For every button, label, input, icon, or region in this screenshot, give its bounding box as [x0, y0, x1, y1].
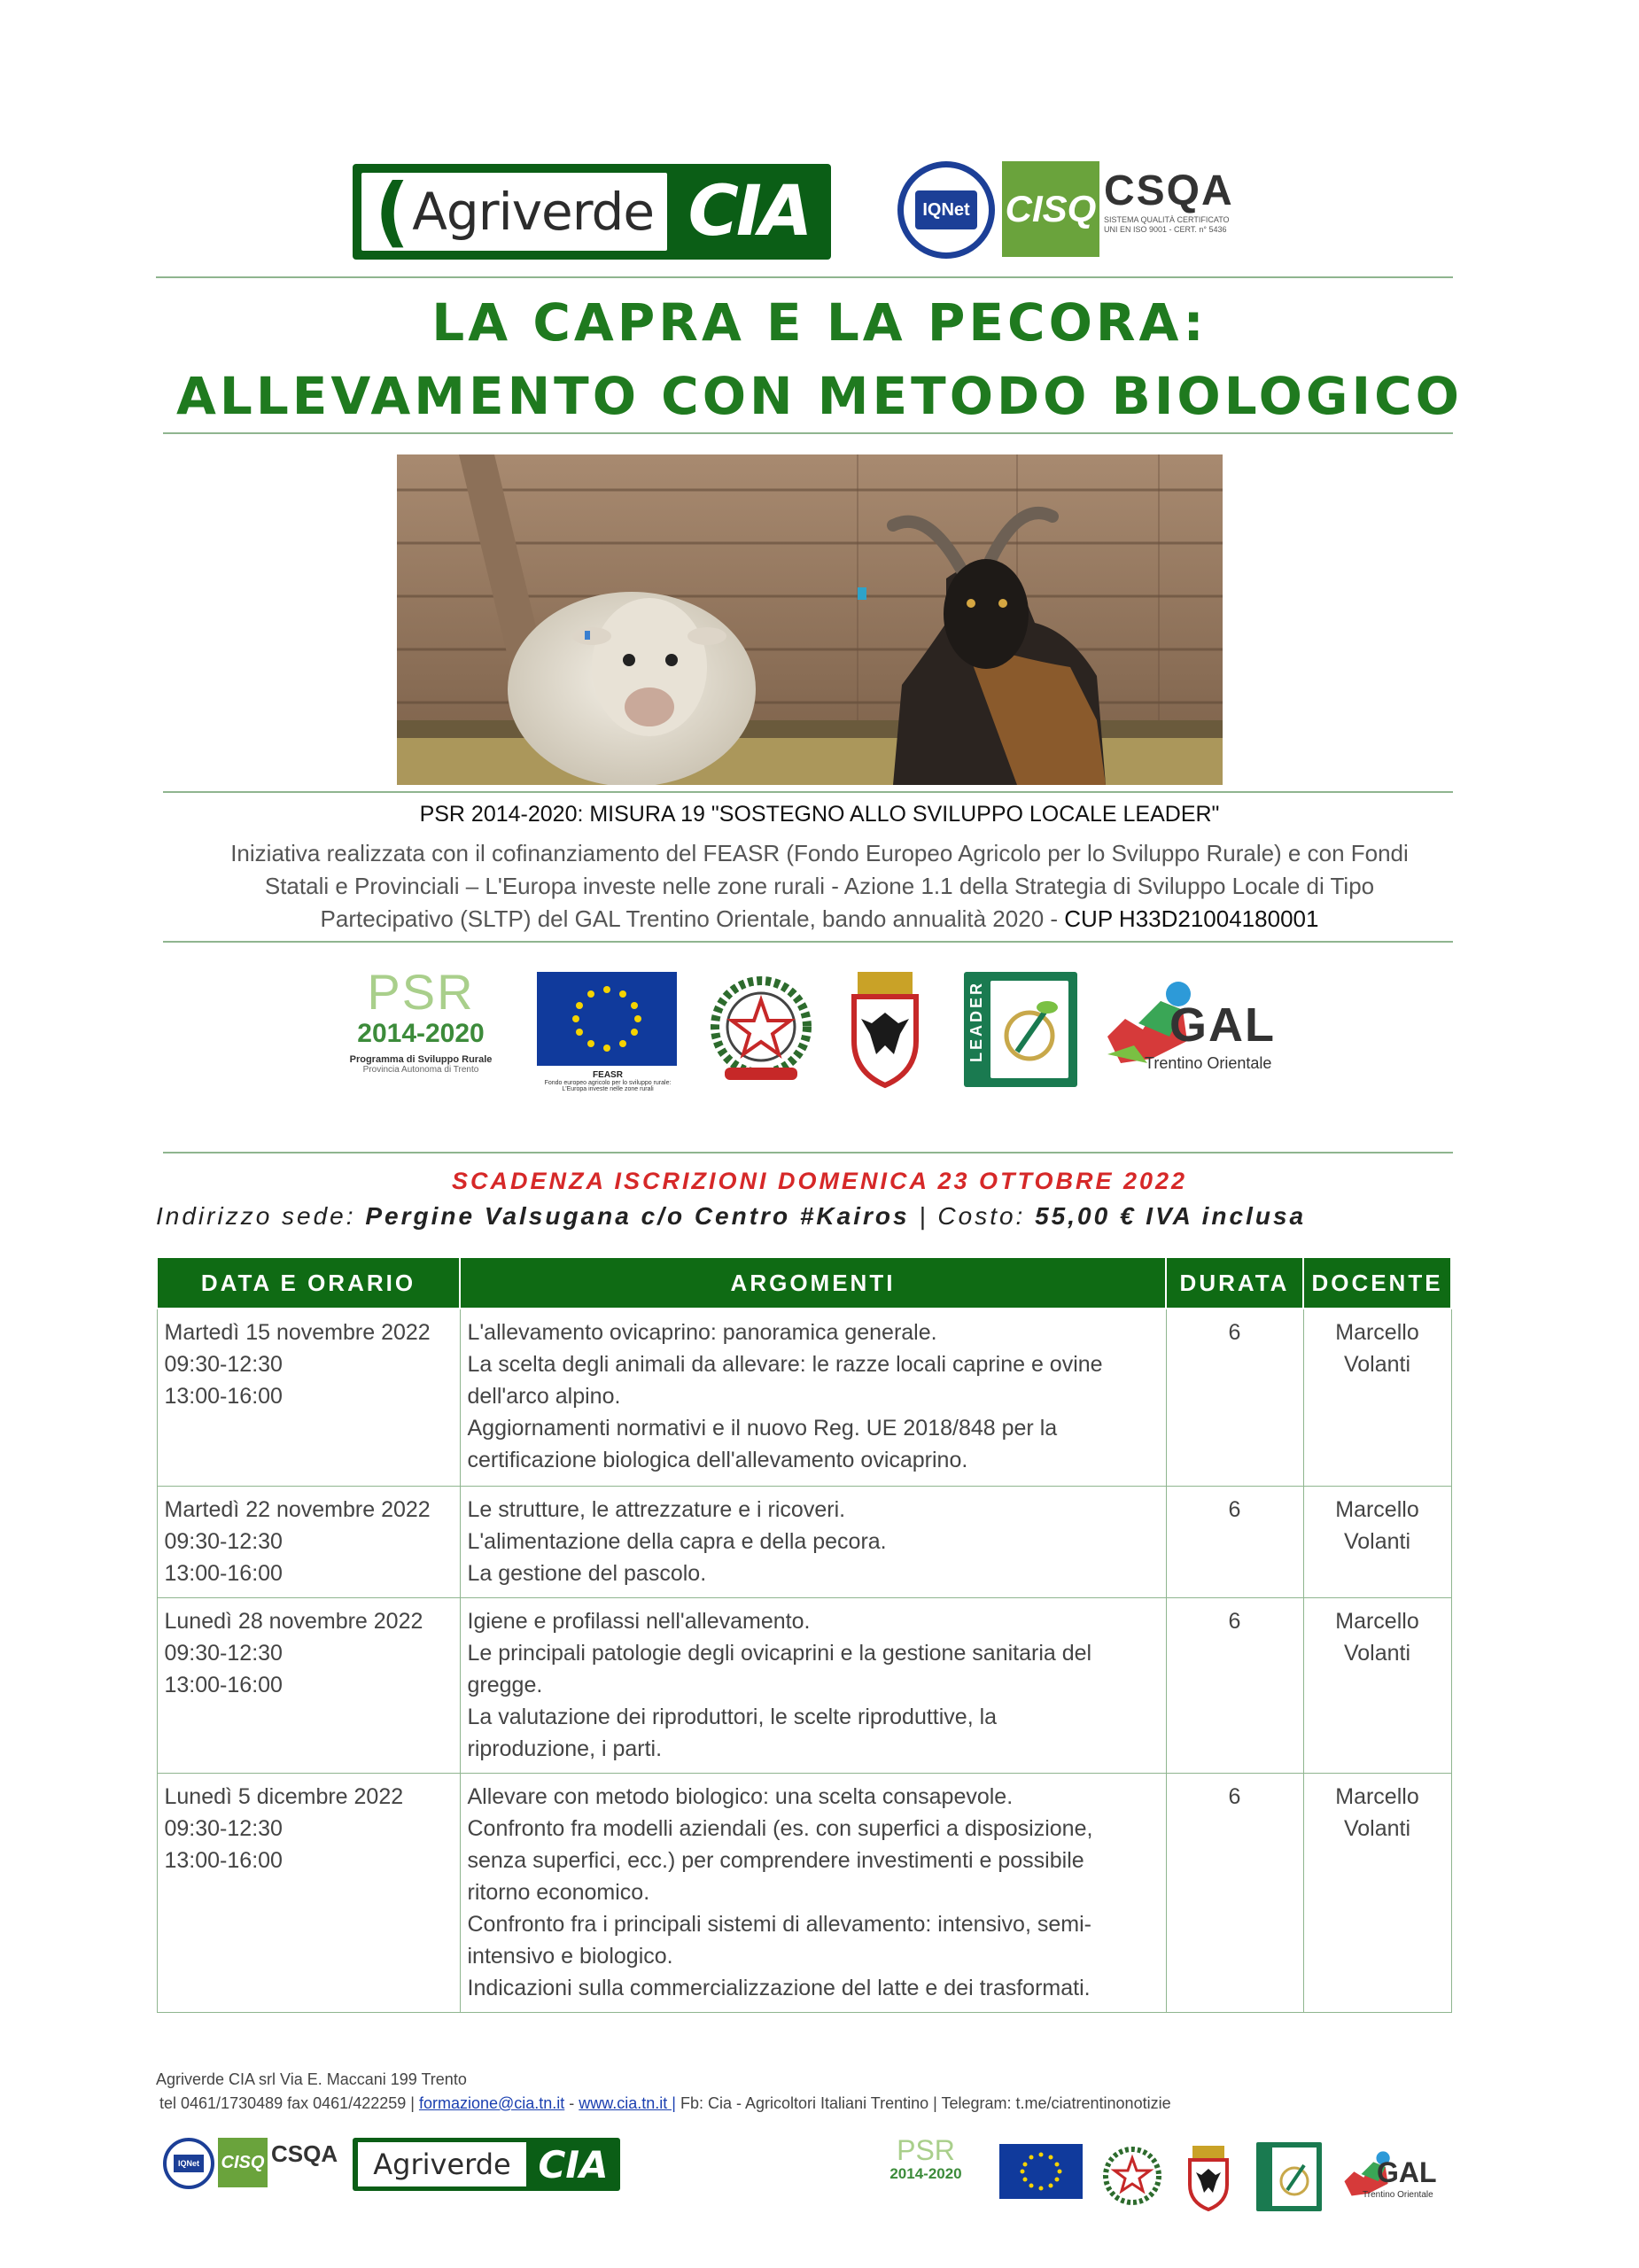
- footer-agriverde-cia-logo: Agriverde CIA: [353, 2138, 620, 2191]
- funding-rule: [163, 941, 1453, 943]
- header-date: DATA E ORARIO: [157, 1257, 460, 1309]
- footer-eu-logo: [999, 2144, 1083, 2203]
- footer-gal-logo: GAL Trentino Orientale: [1340, 2144, 1455, 2215]
- schedule-table: [156, 1256, 1452, 2013]
- sheep-and-goat-photo: [397, 454, 1223, 785]
- trentino-province-emblem: [845, 970, 925, 1094]
- venue-address: Pergine Valsugana c/o Centro #Kairos: [365, 1202, 910, 1230]
- footer-psr-logo: PSR 2014-2020: [889, 2134, 962, 2182]
- csqa-logo: CSQA SISTEMA QUALITÀ CERTIFICATO UNI EN ISO 9001 - CERT. n° 5436: [1104, 167, 1246, 255]
- title-line-2: ALLEVAMENTO CON METODO BIOLOGICO: [175, 366, 1463, 426]
- footer-contacts: tel 0461/1730489 fax 0461/422259 | formazione@cia.tn.it - www.cia.tn.it | Fb: Cia - Agricoltori Italiani Trentino | Telegram: t.me/ciatrentinonotizie: [159, 2094, 1171, 2112]
- cell-date: Martedì 22 novembre 2022 09:30-12:30 13:00-16:00: [157, 1486, 460, 1597]
- gal-trentino-orientale-logo: GAL Trentino Orientale: [1099, 975, 1293, 1094]
- table-row: [157, 1597, 1451, 1773]
- agriverde-text: Agriverde: [412, 182, 655, 242]
- cell-date: Lunedì 28 novembre 2022 09:30-12:30 13:00-16:00: [157, 1597, 460, 1773]
- logos-rule: [163, 1152, 1453, 1153]
- table-row: [157, 1309, 1451, 1486]
- cell-topics: Le strutture, le attrezzature e i ricoveri. L'alimentazione della capra e della pecora. La gestione del pascolo.: [460, 1486, 1166, 1597]
- cell-teacher: Marcello Volanti: [1303, 1773, 1451, 2012]
- cell-duration: 6: [1166, 1597, 1303, 1773]
- psr-measure-line: PSR 2014-2020: MISURA 19 "SOSTEGNO ALLO SVILUPPO LOCALE LEADER": [419, 802, 1220, 827]
- footer-trentino-emblem: [1185, 2144, 1231, 2216]
- footer-website-link[interactable]: www.cia.tn.it |: [579, 2094, 676, 2112]
- cisq-logo: CISQ: [1002, 161, 1099, 257]
- footer-iqnet-logo: IQNet: [163, 2138, 214, 2189]
- cup-code: CUP H33D21004180001: [1064, 905, 1319, 932]
- course-cost: 55,00 € IVA inclusa: [1035, 1202, 1307, 1230]
- footer-csqa-logo: CSQA: [271, 2140, 338, 2167]
- table-row: [157, 1486, 1451, 1597]
- leader-logo: LEADER: [964, 972, 1077, 1087]
- registration-deadline: SCADENZA ISCRIZIONI DOMENICA 23 OTTOBRE 2022: [451, 1168, 1188, 1194]
- cell-duration: 6: [1166, 1773, 1303, 2012]
- cell-teacher: Marcello Volanti: [1303, 1309, 1451, 1486]
- footer-email-link[interactable]: formazione@cia.tn.it: [418, 2094, 565, 2112]
- header-duration: DURATA: [1166, 1257, 1303, 1309]
- footer-leader-logo: [1256, 2142, 1322, 2211]
- header-rule: [156, 276, 1453, 278]
- iqnet-certified-logo: IQNet: [897, 161, 995, 259]
- cell-topics: Igiene e profilassi nell'allevamento. Le principali patologie degli ovicaprini e la gestione sanitaria del gregge. La valutazione dei riproduttori, le scelte riproduttive, la riproduzione, i parti.: [460, 1597, 1166, 1773]
- cia-text: CIA: [687, 172, 811, 252]
- cell-duration: 6: [1166, 1486, 1303, 1597]
- table-header-row: [157, 1257, 1451, 1309]
- title-line-1: LA CAPRA E LA PECORA:: [431, 292, 1208, 353]
- cell-teacher: Marcello Volanti: [1303, 1486, 1451, 1597]
- cell-date: Lunedì 5 dicembre 2022 09:30-12:30 13:00-16:00: [157, 1773, 460, 2012]
- cell-topics: L'allevamento ovicaprino: panoramica generale. La scelta degli animali da allevare: le razze locali caprine e ovine dell'arco alpino. Aggiornamenti normativi e il nuovo Reg. UE 2018/848 per la certificazione biologica dell'allevamento ovicaprino.: [460, 1309, 1166, 1486]
- footer-italian-emblem: [1100, 2144, 1164, 2216]
- eu-feasr-logo: FEASR Fondo europeo agricolo per lo sviluppo rurale: L'Europa investe nelle zone rurali: [537, 972, 679, 1096]
- photo-rule: [163, 791, 1453, 793]
- cell-topics: Allevare con metodo biologico: una scelta consapevole. Confronto fra modelli aziendali (es. con superfici a disposizione, senza superfici, ecc.) per comprendere investimenti e possibile ritorno economico. Confronto fra i principali sistemi di allevamento: intensivo, semi- intensivo e biologico. Indicazioni sulla commercializzazione del latte e dei trasformati.: [460, 1773, 1166, 2012]
- cell-duration: 6: [1166, 1309, 1303, 1486]
- table-row: [157, 1773, 1451, 2012]
- csqa-text: CSQA: [1104, 167, 1234, 214]
- funding-description: Iniziativa realizzata con il cofinanziamento del FEASR (Fondo Europeo Agricolo per lo Sviluppo Rurale) e con Fondi Statali e Provinciali – L'Europa investe nelle zone rurali - Azione 1.1 della Strategia di Sviluppo Locale di Tipo Partecipativo (SLTP) del GAL Trentino Orientale, bando annualità 2020 - CUP H33D21004180001: [230, 840, 1409, 932]
- header-teacher: DOCENTE: [1303, 1257, 1451, 1309]
- venue-and-cost: Indirizzo sede: Pergine Valsugana c/o Centro #Kairos | Costo: 55,00 € IVA inclusa: [156, 1202, 1307, 1230]
- psr-logo: PSR 2014-2020 Programma di Sviluppo Rurale Provincia Autonoma di Trento: [349, 964, 493, 1075]
- cell-date: Martedì 15 novembre 2022 09:30-12:30 13:00-16:00: [157, 1309, 460, 1486]
- cell-teacher: Marcello Volanti: [1303, 1597, 1451, 1773]
- title-rule: [163, 432, 1453, 434]
- footer-company-address: Agriverde CIA srl Via E. Maccani 199 Trento: [156, 2070, 467, 2088]
- agriverde-cia-logo: ( Agriverde CIA: [353, 164, 831, 260]
- header-topics: ARGOMENTI: [460, 1257, 1166, 1309]
- footer-cisq-logo: CISQ: [218, 2138, 268, 2187]
- italian-republic-emblem: [707, 972, 815, 1096]
